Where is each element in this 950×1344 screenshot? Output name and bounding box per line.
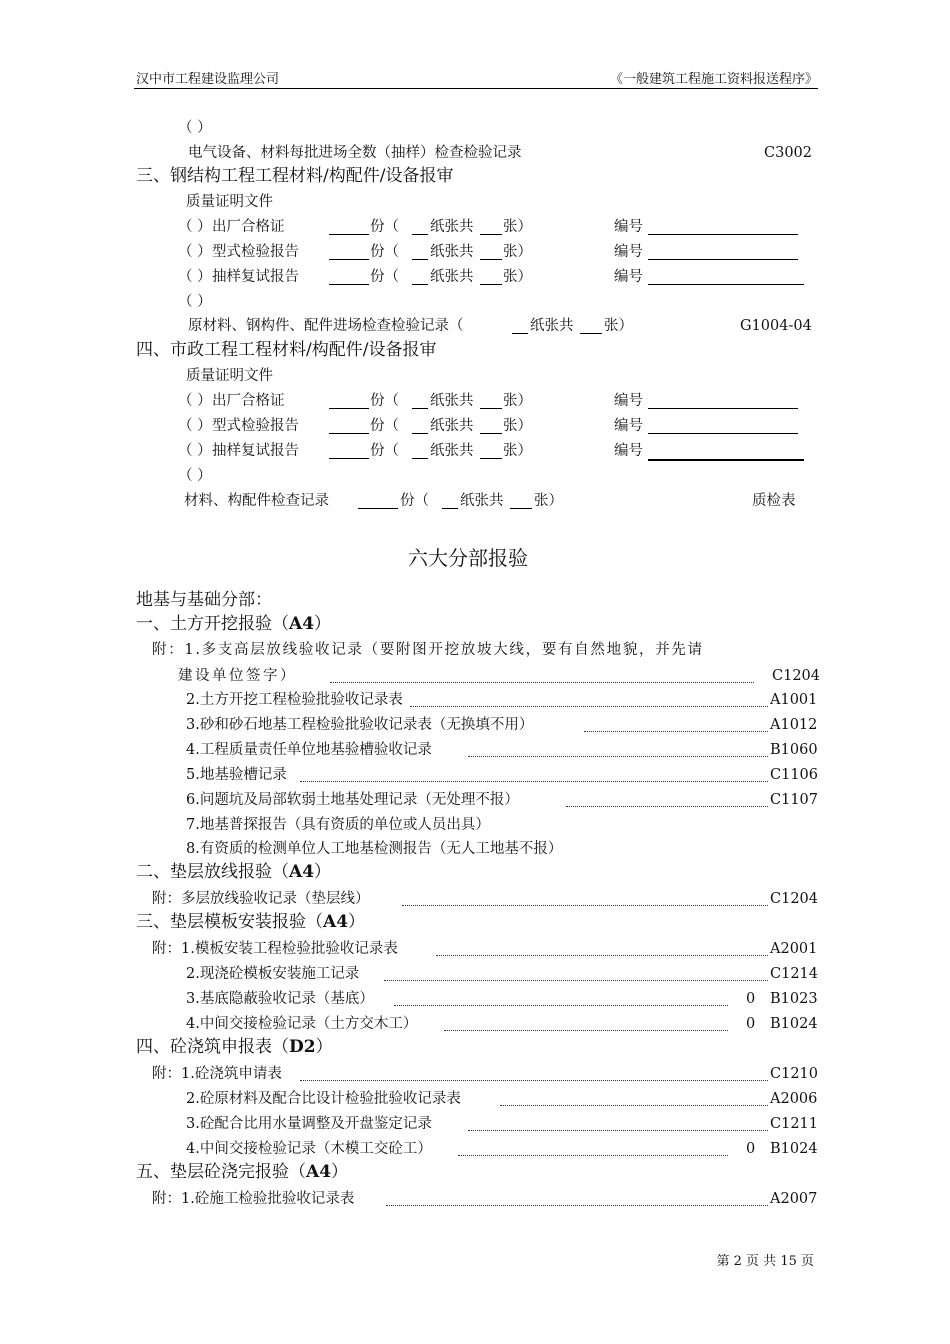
- item-label: 出厂合格证: [212, 393, 285, 409]
- item-text: 5.地基验槽记录: [186, 767, 287, 783]
- item-text: 附：1.砼浇筑申请表: [152, 1066, 282, 1082]
- header-doc-title: 《一般建筑工程施工资料报送程序》: [609, 72, 818, 87]
- quality-docs-label: 质量证明文件: [186, 194, 273, 210]
- blank-line: [480, 284, 502, 285]
- s1-title: 一、土方开挖报验（A4）: [136, 614, 332, 634]
- item-text: 2.砼原材料及配合比设计检验批验收记录表: [186, 1091, 461, 1107]
- leader-dots: [386, 1205, 768, 1206]
- blank-line: [358, 508, 398, 509]
- item-text: 附：1.模板安装工程检验批验收记录表: [152, 941, 398, 957]
- paren: （ ）: [178, 393, 212, 409]
- steel-record-sheets: 纸张共: [530, 318, 574, 334]
- s1-item-1-code: C1204: [772, 668, 820, 684]
- sheets: 纸张共: [430, 393, 474, 409]
- elec-code: C3002: [764, 145, 812, 161]
- municipal-record-code: 质检表: [752, 493, 796, 509]
- blank-line: [480, 433, 502, 434]
- leader-dots: [584, 731, 768, 732]
- item-code: C1107: [770, 792, 818, 808]
- s1-item-7: 7.地基普探报告（具有资质的单位或人员出具）: [186, 817, 490, 833]
- paren: （ ）: [178, 244, 212, 260]
- item-zero: 0: [746, 1016, 756, 1032]
- leader-dots: [444, 1030, 728, 1031]
- municipal-record-zhang: 张）: [534, 493, 563, 509]
- blank-line: [329, 234, 369, 235]
- leader-dots: [410, 706, 768, 707]
- blank-line: [442, 508, 458, 509]
- copies: 份（: [370, 418, 399, 434]
- steel-record-zhang: 张）: [604, 318, 633, 334]
- item-text: 4.中间交接检验记录（木模工交砼工）: [186, 1141, 432, 1157]
- municipal-record: 材料、构配件检查记录: [184, 493, 329, 509]
- item-text: 4.中间交接检验记录（土方交木工）: [186, 1016, 418, 1032]
- leader-dots: [402, 905, 768, 906]
- s1-item-8: 8.有资质的检测单位人工地基检测报告（无人工地基不报）: [186, 841, 563, 857]
- leader-dots: [300, 1080, 768, 1081]
- paren: （ ）: [178, 219, 212, 235]
- s2-item: 附：多层放线验收记录（垫层线）: [152, 891, 370, 907]
- s1-item-1b: 建设单位签字）: [178, 668, 297, 684]
- leader-dots: [384, 980, 768, 981]
- s2-item-code: C1204: [770, 891, 818, 907]
- zhang: 张）: [503, 418, 532, 434]
- leader-dots: [500, 1105, 768, 1106]
- blank-line: [412, 259, 428, 260]
- s1-item-1a: 附：1.多支高层放线验收记录（要附图开挖放坡大线，要有自然地貌，并先请: [152, 642, 704, 658]
- number-line: [648, 408, 798, 409]
- zhang: 张）: [503, 244, 532, 260]
- number-label: 编号: [614, 443, 643, 459]
- number-line: [648, 234, 798, 235]
- item-code: A1001: [770, 692, 818, 708]
- blank-line: [329, 259, 369, 260]
- copies: 份（: [370, 393, 399, 409]
- item-code: C1210: [770, 1066, 818, 1082]
- item-code: C1106: [770, 767, 818, 783]
- item-text: 6.问题坑及局部软弱土地基处理记录（无处理不报）: [186, 792, 519, 808]
- blank-line: [329, 284, 369, 285]
- item-text: 2.现浇砼模板安装施工记录: [186, 966, 360, 982]
- item-code: A2001: [770, 941, 818, 957]
- leader-dots: [330, 682, 754, 683]
- s2-title: 二、垫层放线报验（A4）: [136, 862, 332, 882]
- leader-dots: [394, 1005, 728, 1006]
- s3-title: 三、垫层模板安装报验（A4）: [136, 912, 366, 932]
- blank-line: [412, 408, 428, 409]
- blank-line: [412, 433, 428, 434]
- blank-line: [580, 333, 602, 334]
- item-zero: 0: [746, 991, 756, 1007]
- foundation-label: 地基与基础分部：: [136, 590, 272, 610]
- blank-line: [329, 458, 369, 459]
- steel-record-code: G1004-04: [740, 318, 812, 334]
- zhang: 张）: [503, 443, 532, 459]
- blank-line: [412, 234, 428, 235]
- item-code: B1023: [770, 991, 818, 1007]
- zhang: 张）: [503, 393, 532, 409]
- number-label: 编号: [614, 269, 643, 285]
- leader-dots: [566, 806, 768, 807]
- item-code: A2006: [770, 1091, 818, 1107]
- item-label: 抽样复试报告: [212, 443, 299, 459]
- municipal-record-sheets: 纸张共: [460, 493, 504, 509]
- item-code: C1214: [770, 966, 818, 982]
- s5-item: 附：1.砼施工检验批验收记录表: [152, 1191, 355, 1207]
- blank-line: [480, 234, 502, 235]
- item-code: B1024: [770, 1141, 818, 1157]
- paren: （ ）: [178, 443, 212, 459]
- page-number: 第 2 页 共 15 页: [716, 1254, 814, 1269]
- number-label: 编号: [614, 219, 643, 235]
- item-label: 抽样复试报告: [212, 269, 299, 285]
- copies: 份（: [370, 219, 399, 235]
- paren-blank: （ ）: [178, 468, 212, 484]
- number-label: 编号: [614, 418, 643, 434]
- item-text: 3.基底隐蔽验收记录（基底）: [186, 991, 374, 1007]
- sheets: 纸张共: [430, 443, 474, 459]
- copies: 份（: [370, 269, 399, 285]
- item-text: 3.砼配合比用水量调整及开盘鉴定记录: [186, 1116, 432, 1132]
- item-zero: 0: [746, 1141, 756, 1157]
- municipal-record-copies: 份（: [400, 493, 429, 509]
- quality-docs-label: 质量证明文件: [186, 368, 273, 384]
- blank-line: [412, 458, 428, 459]
- elec-record: 电气设备、材料每批进场全数（抽样）检查检验记录: [188, 145, 522, 161]
- zhang: 张）: [503, 219, 532, 235]
- s5-title: 五、垫层砼浇完报验（A4）: [136, 1162, 349, 1182]
- paren-blank: （ ）: [178, 294, 212, 310]
- header-company: 汉中市工程建设监理公司: [136, 72, 280, 87]
- s4-title: 四、砼浇筑申报表（D2）: [136, 1037, 333, 1057]
- header-divider: [134, 88, 818, 89]
- paren: （ ）: [178, 418, 212, 434]
- item-text: 2.土方开挖工程检验批验收记录表: [186, 692, 403, 708]
- item-text: 3.砂和砂石地基工程检验批验收记录表（无换填不用）: [186, 717, 534, 733]
- blank-line: [480, 259, 502, 260]
- sheets: 纸张共: [430, 418, 474, 434]
- number-line: [648, 433, 798, 434]
- item-label: 出厂合格证: [212, 219, 285, 235]
- blank-line: [510, 508, 532, 509]
- sheets: 纸张共: [430, 269, 474, 285]
- leader-dots: [300, 781, 768, 782]
- blank-line: [512, 333, 528, 334]
- blank-line: [480, 458, 502, 459]
- number-line: [648, 259, 798, 260]
- paren: （ ）: [178, 269, 212, 285]
- sheets: 纸张共: [430, 244, 474, 260]
- item-code: C1211: [770, 1116, 818, 1132]
- s5-item-code: A2007: [770, 1191, 818, 1207]
- item-label: 型式检验报告: [212, 244, 299, 260]
- copies: 份（: [370, 443, 399, 459]
- blank-line: [329, 408, 369, 409]
- item-code: B1024: [770, 1016, 818, 1032]
- sheets: 纸张共: [430, 219, 474, 235]
- number-label: 编号: [614, 244, 643, 260]
- number-label: 编号: [614, 393, 643, 409]
- blank-line: [480, 408, 502, 409]
- leader-dots: [436, 955, 768, 956]
- steel-record: 原材料、钢构件、配件进场检查检验记录（: [188, 318, 464, 334]
- item-code: B1060: [770, 742, 818, 758]
- paren-blank: （ ）: [178, 120, 212, 136]
- six-divisions-title: 六大分部报验: [408, 546, 528, 570]
- item-code: A1012: [770, 717, 818, 733]
- item-label: 型式检验报告: [212, 418, 299, 434]
- number-line: [648, 459, 804, 461]
- blank-line: [329, 433, 369, 434]
- blank-line: [412, 284, 428, 285]
- leader-dots: [468, 756, 768, 757]
- zhang: 张）: [503, 269, 532, 285]
- copies: 份（: [370, 244, 399, 260]
- leader-dots: [468, 1130, 768, 1131]
- leader-dots: [458, 1155, 728, 1156]
- number-line: [648, 284, 804, 285]
- section-4-title: 四、市政工程工程材料/构配件/设备报审: [136, 340, 437, 360]
- item-text: 4.工程质量责任单位地基验槽验收记录: [186, 742, 432, 758]
- section-3-title: 三、钢结构工程工程材料/构配件/设备报审: [136, 166, 454, 186]
